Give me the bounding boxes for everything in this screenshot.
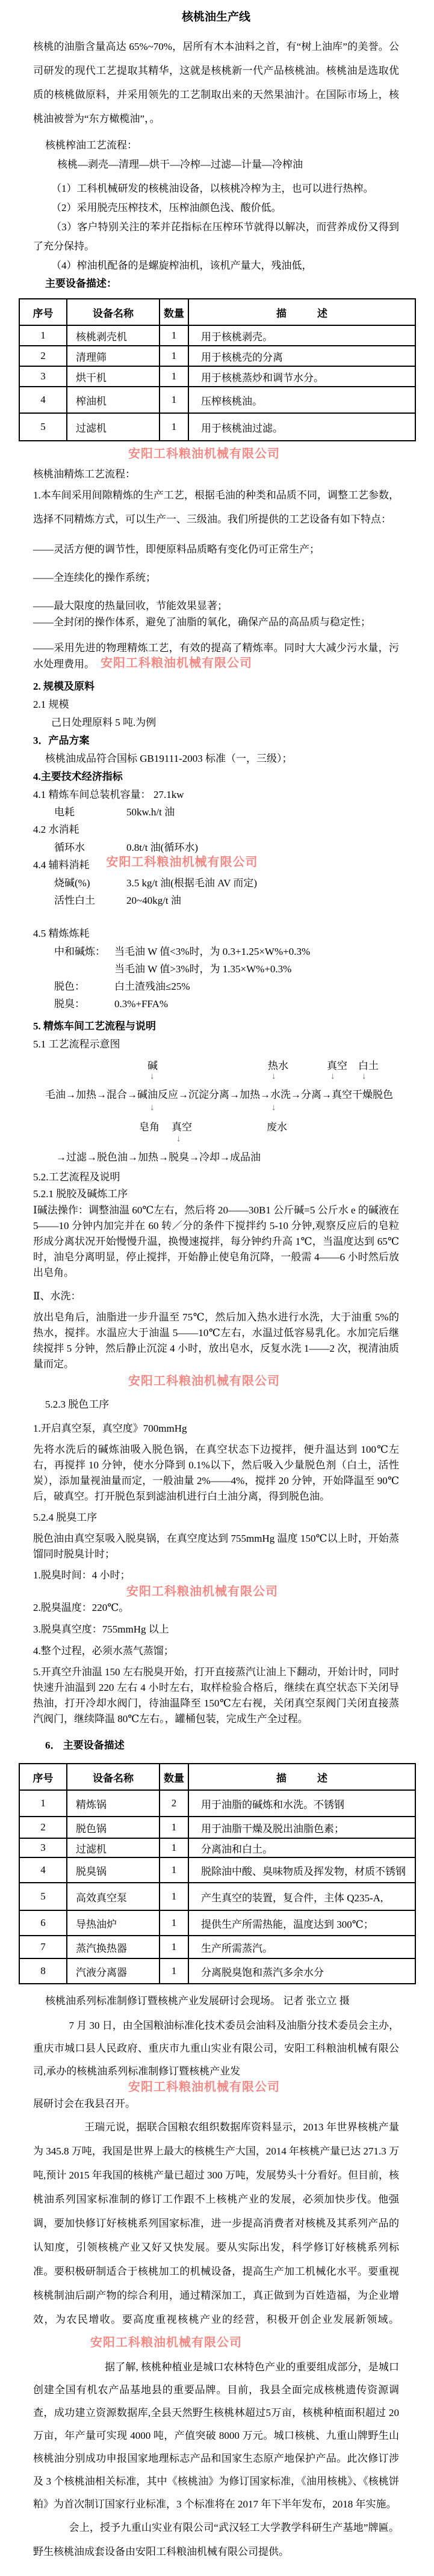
table-row	[19, 1790, 415, 1817]
diagram-label-vacuum-2: 真空	[172, 1121, 192, 1133]
cell-name: 精炼锅	[67, 1790, 160, 1817]
cell-no: 8	[19, 1958, 67, 1984]
col-header-name: 设备名称	[67, 1764, 160, 1790]
cell-name: 榨油机	[67, 387, 160, 413]
section-523-heading: 5.2.3 脱色工序	[45, 1399, 110, 1411]
cell-desc: 提供生产所需热能，温度达到 300℃；	[188, 1910, 415, 1936]
cell-desc: 用于油脂干燥及脱出油脂色素；	[188, 1817, 415, 1838]
deodor-item-1: 1.脱臭时间：4 小时；	[33, 1569, 131, 1581]
cell-qty: 1	[160, 1910, 188, 1936]
cell-name: 烘干机	[67, 366, 160, 387]
press-point-2: （2）采用脱壳压榨技术，压榨油颜色浅、酸价低。	[51, 202, 282, 213]
cell-desc: 分离脱臭饱和蒸汽多余水分	[188, 1958, 415, 1984]
spec-formula: 当毛油 W 值>3%时，为 1.35×W%+0.3%	[114, 963, 292, 975]
col-header-no: 序号	[19, 299, 67, 325]
deodor-item-2: 2.脱臭温度：220℃。	[33, 1602, 129, 1614]
company-watermark: 安阳工科粮油机械有限公司	[90, 2336, 242, 2350]
page-title: 核桃油生产线	[181, 11, 250, 23]
spec-label: 电耗	[54, 806, 75, 818]
section-45-heading: 4.5 精炼炼耗	[33, 928, 90, 940]
cell-desc: 生产所需蒸汽。	[188, 1936, 415, 1958]
down-arrow-icon: ↓	[150, 1103, 155, 1113]
section-2-heading: 2. 规模及原料	[33, 681, 95, 693]
table-row	[19, 1857, 415, 1883]
spec-value: 白土渣残油≤25%	[114, 981, 190, 993]
spec-row-deodor	[33, 995, 399, 1013]
diagram-bottom-flow: →过滤→脱色油→加热→脱臭→冷却→成品油	[56, 1152, 261, 1164]
spec-row-capacity	[33, 786, 399, 803]
col-header-qty: 数量	[160, 299, 188, 325]
press-point-4: （4）榨油机配备的是螺旋榨油机，该机产量大，残油低，	[51, 260, 312, 271]
table-row	[19, 346, 415, 366]
refine-feature-2: ——全连续化的操作系统；	[33, 572, 156, 583]
company-watermark: 安阳工科粮油机械有限公司	[101, 657, 252, 670]
section-5-heading: 5. 精炼车间工艺流程与说明	[33, 1020, 156, 1032]
down-arrow-icon: ↓	[362, 1072, 367, 1082]
section-44-label: 4.4 辅料消耗	[33, 859, 90, 871]
spec-label: 中和碱炼：	[54, 946, 105, 958]
cell-no: 6	[19, 1910, 67, 1936]
col-header-desc: 描 述	[188, 299, 415, 325]
process-flow-diagram	[33, 1057, 399, 1164]
cell-desc: 脱除油中酸、臭味物质及挥发物，材质不锈钢	[188, 1857, 415, 1883]
spec-value: 27.1kw	[153, 789, 184, 801]
refine-feature-1: ——灵活方便的调节性，即便原料品质略有变化仍可正常生产；	[33, 544, 320, 555]
section-52-heading: 5.2.工艺流程及说明	[33, 1171, 120, 1183]
table-header-row	[19, 299, 415, 325]
alkali-operation-paragraph: Ⅰ碱法操作：调整油温 60℃左右，然后将 20——30B1 公斤碱=5 公斤水 e 的碱液在 5——10 分钟内加完并在 60 转／分的条件下搅拌约 5-10 分钟,观察反应后的皂粒形成分离状况开始慢慢升温，换慢速搅拌，每分钟约升高 1℃，当温度达到 65℃时，油皂分离明显，停止搅拌，开始静止使皂角沉降，一般需 4——6 小时然后放出皂角。	[33, 1204, 399, 1279]
cell-name: 清理筛	[67, 346, 160, 366]
refine-feature-3: ——最大限度的热量回收，节能效果显著；	[33, 600, 228, 612]
cell-qty: 1	[160, 1936, 188, 1958]
news-caption: 核桃油系列标准制修订暨核桃产业发展研讨会现场。 记者 张立立 摄	[45, 1995, 350, 2007]
deodor-item-5: 5.开真空升油温 150 左右脱臭开始，打开直接蒸汽让油上下翻动，开始计时，同时快速升油温到 220 左右 4 小时左右，取样检验合格后，继续在真空状态下关闭导热油，打开冷却水阀门，待油温降至 150℃左右视，关闭真空泵阀门关闭直接蒸汽阀门，继续降温 80℃左右。，罐桶包装，完成生产全过程。	[33, 1666, 399, 1725]
diagram-label-soapstock: 皂角	[139, 1121, 160, 1133]
table-row	[19, 387, 415, 413]
equipment-table-heading: 主要设备描述：	[45, 278, 117, 289]
news-paragraph-2	[33, 2115, 399, 2356]
spec-label: 活性白土	[54, 895, 95, 907]
refine-feature-5	[33, 640, 399, 673]
diagram-label-wastewater: 废水	[267, 1121, 287, 1133]
down-arrow-icon: ↓	[271, 1072, 276, 1082]
decolor-step-1: 1.开启真空泵，真空度》700mmHg	[33, 1423, 187, 1435]
company-watermark: 安阳工科粮油机械有限公司	[126, 1585, 278, 1599]
cell-qty: 1	[160, 1857, 188, 1883]
cell-qty: 1	[160, 1958, 188, 1984]
table-row	[19, 1910, 415, 1936]
cell-desc: 用于核桃蒸炒和调节水分。	[188, 366, 415, 387]
cell-desc: 分离油和白土。	[188, 1838, 415, 1857]
press-point-3: （3）客户特别关注的苯并芘指标在压榨环节就得以解决，而营养成份又得到了充分保持。	[33, 221, 399, 252]
table-row	[19, 1883, 415, 1910]
cell-no: 2	[19, 346, 67, 366]
cell-no: 2	[19, 1817, 67, 1838]
spec-label: 脱臭：	[54, 998, 85, 1010]
spec-value: 50kw.h/t 油	[126, 806, 175, 818]
spec-row-power	[33, 803, 399, 821]
spec-value: 3.5 kg/t 油(根据毛油 AV 而定)	[126, 877, 258, 889]
deodor-intro-paragraph: 脱色油由真空泵吸入脱臭锅，在真空度达到 755mmHg 温度 150℃以上时，开始蒸馏同时脱臭计时；	[33, 1533, 399, 1560]
spec-value: 0.8t/t 油(循环水)	[126, 842, 198, 854]
cell-qty: 1	[160, 346, 188, 366]
company-watermark: 安阳工科粮油机械有限公司	[128, 447, 280, 461]
spec-row-neutralize-1	[33, 943, 399, 960]
cell-qty: 1	[160, 1838, 188, 1857]
cell-qty: 1	[160, 1883, 188, 1910]
cell-name: 脱臭锅	[67, 1857, 160, 1883]
cell-name: 过滤机	[67, 413, 160, 441]
diagram-main-flow: 毛油→加热→混合→碱油反应→沉淀分离→加热→水洗→分离→真空干燥脱色	[45, 1089, 393, 1101]
section-4-heading: 4.主要技术经济指标	[33, 771, 123, 783]
refinery-equipment-table	[19, 1763, 416, 1984]
cell-qty: 2	[160, 1790, 188, 1817]
table-row	[19, 1817, 415, 1838]
down-arrow-icon: ↓	[176, 1134, 181, 1144]
cell-no: 3	[19, 366, 67, 387]
section-42-heading: 4.2 水消耗	[33, 824, 79, 836]
cell-qty: 1	[160, 387, 188, 413]
refine-feature-5-text: ——采用先进的物理精炼工艺，有效的提高了精炼率。同时大大减少污水量，污水处理费用。	[33, 642, 399, 670]
press-equipment-table	[19, 298, 416, 441]
spec-label: 烧碱(%)	[54, 877, 90, 889]
section-44-heading	[33, 856, 399, 874]
cell-name: 核桃剥壳机	[67, 325, 160, 346]
section-51-heading: 5.1 工艺流程示意图	[33, 1038, 120, 1050]
wash-paragraph: 放出皂角后，油脂进一步升温至 75℃，然后加入热水进行水洗，大于油重 5%的热水，搅拌。水温应大于油温 5——10℃左右，水温过低容易乳化。水加完后继续搅拌 5 分钟，然后静止沉淀 4 小时，放出皂水，反复水洗 1——2 次，视清油质量而定。	[33, 1311, 399, 1370]
table-row	[19, 1838, 415, 1857]
refine-process-heading: 核桃油精炼工艺流程：	[33, 468, 135, 480]
cell-desc: 压榨核桃油。	[188, 387, 415, 413]
section-521-heading: 5.2.1 脱胶及碱炼工序	[33, 1188, 128, 1200]
down-arrow-icon: ↓	[330, 1072, 335, 1082]
spec-row-clay	[33, 892, 399, 909]
news-paragraph-1b: 展研讨会在我县召开。	[33, 2098, 135, 2110]
deodor-item-3: 3.脱臭真空度：755mmHg 以上	[33, 1624, 169, 1636]
spacer	[54, 960, 114, 978]
section-21-text: 己日处理原料 5 吨.为例	[51, 717, 157, 729]
diagram-label-vacuum: 真空	[327, 1060, 347, 1072]
down-arrow-icon: ↓	[150, 1072, 155, 1082]
spec-row-water	[33, 839, 399, 856]
company-watermark: 安阳工科粮油机械有限公司	[128, 1375, 280, 1388]
table-header-row	[19, 1764, 415, 1790]
decolor-paragraph: 先将水洗后的碱炼油吸入脱色锅，在真空状态下边搅拌，便升温达到 100℃左右，再搅拌 10 分钟，使水分降到 0.1%以下，然后吸入少量脱色剂（白土，活性炭），添加量视油量而定，一般油量 2%——4%，搅拌 20 分钟，开始降温至 90℃后，破真空。打开脱色泵到滤油机进行白土油分离，得到脱色油。	[33, 1444, 399, 1503]
col-header-no: 序号	[19, 1764, 67, 1790]
press-point-1: （1）工科机械研发的核桃油设备，以核桃冷榨为主，也可以进行热榨。	[51, 183, 374, 194]
news-paragraph-1a: 7 月 30 日，由全国粮油标准化技术委员会油料及油脂分技术委员会主办，重庆市城口县人民政府、重庆市九重山实业有限公司，安阳工科粮油机械有限公司,承办的核桃油系列标准制修订暨核桃产业发	[33, 2020, 399, 2078]
table-row	[19, 413, 415, 441]
down-arrow-icon: ↓	[271, 1103, 276, 1113]
section-3-heading: 3．产品方案	[33, 735, 90, 747]
cell-no: 5	[19, 1883, 67, 1910]
news-paragraph-2-text: 王瑞元说，据联合国粮农组织数据库资料显示，2013 年世界核桃产量为 345.8 万吨，我国是世界上最大的核桃生产大国，2014 年核桃产量已达 271.3 万吨,预计 2015 年我国的核桃产量已超过 300 万吨，发展势头十分看好。但目前，核桃油系列国家标准制的修订工作跟不上核桃产业的发展，必须加快步伐。他强调，要加快修订好核桃系列国家标准，进一步提高消费者对核桃及其系列产品的认知度，引领核桃产业又好又快发展。要从实际出发，科学修订好核桃系列标准。要积极研制适合于核桃加工的机械设备，提高生产加工机械化水平。要重视核桃制油后副产物的综合利用，通过精深加工，真正做到为百姓造福，为企业增效，为农民增收。要高度重视核桃产业的经营，积极开创企业发展新领域。	[33, 2121, 399, 2326]
news-paragraph-3: 据了解, 核桃种植业是城口农林特色产业的重要组成部分，是城口创建全国有机农产品基地县的重要品牌。目前，我县全面完成核桃遗传资源调查，成功建立资源数据库,全县天然野生核桃林超过5万亩，核桃种植面积超过 20 万亩，年产量可实现 4000 吨，产值突破 8000 万元。城口核桃、九重山牌野生山核桃油分别成功申报国家地理标志产品和国家生态原产地保护产品。此次修订涉及 3 个核桃油相关标准，其中《核桃油》为修订国家标准，《油用核桃》、《核桃饼粕》为首次制订国家行业标准，3 个标准将在 2017 年下半年发布，2018 年实施。	[33, 2361, 399, 2510]
spec-label: 脱色：	[54, 981, 85, 993]
spec-label: 循环水	[54, 842, 85, 854]
cell-no: 1	[19, 1790, 67, 1817]
section-3-text: 核桃油成品符合国标 GB19111-2003 标准（一，三级）；	[45, 753, 293, 765]
spec-row-decolor	[33, 978, 399, 995]
company-watermark: 安阳工科粮油机械有限公司	[128, 2081, 280, 2094]
cell-qty: 1	[160, 366, 188, 387]
spec-label: 4.1 精炼车间总装机容量：	[33, 789, 151, 801]
spec-value: 0.3%+FFA%	[114, 998, 169, 1010]
cell-qty: 1	[160, 413, 188, 441]
table-row	[19, 1958, 415, 1984]
deodor-item-4: 4.整个过程，必须水蒸气蒸馏；	[33, 1645, 174, 1657]
cell-name: 蒸汽换热器	[67, 1936, 160, 1958]
cell-desc: 用于油脂的碱炼和水洗。不锈钢	[188, 1790, 415, 1817]
cell-no: 1	[19, 325, 67, 346]
cell-no: 5	[19, 413, 67, 441]
spec-formula: 当毛油 W 值<3%时，为 0.3+1.25×W%+0.3%	[114, 946, 311, 958]
intro-paragraph: 核桃的油脂含量高达 65%~70%，居所有木本油料之首，有“树上油库”的美誉。公司研发的现代工艺提取其精华，这就是核桃新一代产品核桃油。核桃油是选取优质的核桃做原料，并采用领先的工艺制取出来的天然果油汁。在国际市场上，核桃油被誉为“东方橄榄油”，。	[33, 41, 399, 124]
diagram-label-hotwater: 热水	[268, 1060, 288, 1072]
cell-no: 7	[19, 1936, 67, 1958]
col-header-name: 设备名称	[67, 299, 160, 325]
cell-name: 汽液分离器	[67, 1958, 160, 1984]
spec-row-alkali	[33, 874, 399, 892]
cell-no: 3	[19, 1838, 67, 1857]
cell-name: 导热油炉	[67, 1910, 160, 1936]
cell-desc: 用于核桃油过滤。	[188, 413, 415, 441]
refine-intro-paragraph: 1.本车间采用间隙精炼的生产工艺，根据毛油的种类和品质不同，调整工艺参数，选择不同精炼方式，可以生产一、三级油。我们所提供的工艺设备有如下特点：	[33, 489, 399, 525]
press-flow-line: 核桃—剥壳—清理—烘干—冷榨—过滤—计量—冷榨油	[57, 159, 303, 170]
cell-desc: 产生真空的装置，复合件，主体 Q235-A,	[188, 1883, 415, 1910]
table-row	[19, 366, 415, 387]
cell-qty: 1	[160, 325, 188, 346]
cell-desc: 用于核桃剥壳。	[188, 325, 415, 346]
col-header-desc: 描 述	[188, 1764, 415, 1790]
spec-row-neutralize-2	[33, 960, 399, 978]
cell-no: 4	[19, 1857, 67, 1883]
diagram-label-alkali: 碱	[147, 1060, 158, 1072]
cell-name: 高效真空泵	[67, 1883, 160, 1910]
news-paragraph-4: 会上，授予九重山实业有限公司“武汉轻工大学教学科研生产基地”牌匾。野生核桃油成套设备由安阳工科粮油机械有限公司提供。	[33, 2522, 399, 2558]
spec-value: 20~40kg/t 油	[126, 895, 181, 907]
company-watermark: 安阳工科粮油机械有限公司	[106, 856, 258, 869]
table-row	[19, 1936, 415, 1958]
section-524-heading: 5.2.4 脱臭工序	[33, 1512, 98, 1524]
section-21-heading: 2.1 规模	[33, 699, 69, 711]
diagram-label-clay: 白土	[358, 1060, 379, 1072]
cell-name: 脱色锅	[67, 1817, 160, 1838]
table-row	[19, 325, 415, 346]
section-6-heading: 6． 主要设备描述	[45, 1740, 125, 1752]
refine-feature-4: ——全封闭的操作体系，避免了油脂的氧化，确保产品的高品质与稳定性；	[33, 616, 371, 628]
wash-heading: Ⅱ、水洗：	[33, 1290, 81, 1302]
col-header-qty: 数量	[160, 1764, 188, 1790]
cell-qty: 1	[160, 1817, 188, 1838]
press-process-heading: 核桃榨油工艺流程：	[45, 140, 137, 151]
cell-no: 4	[19, 387, 67, 413]
cell-name: 过滤机	[67, 1838, 160, 1857]
cell-desc: 用于核桃壳的分离	[188, 346, 415, 366]
